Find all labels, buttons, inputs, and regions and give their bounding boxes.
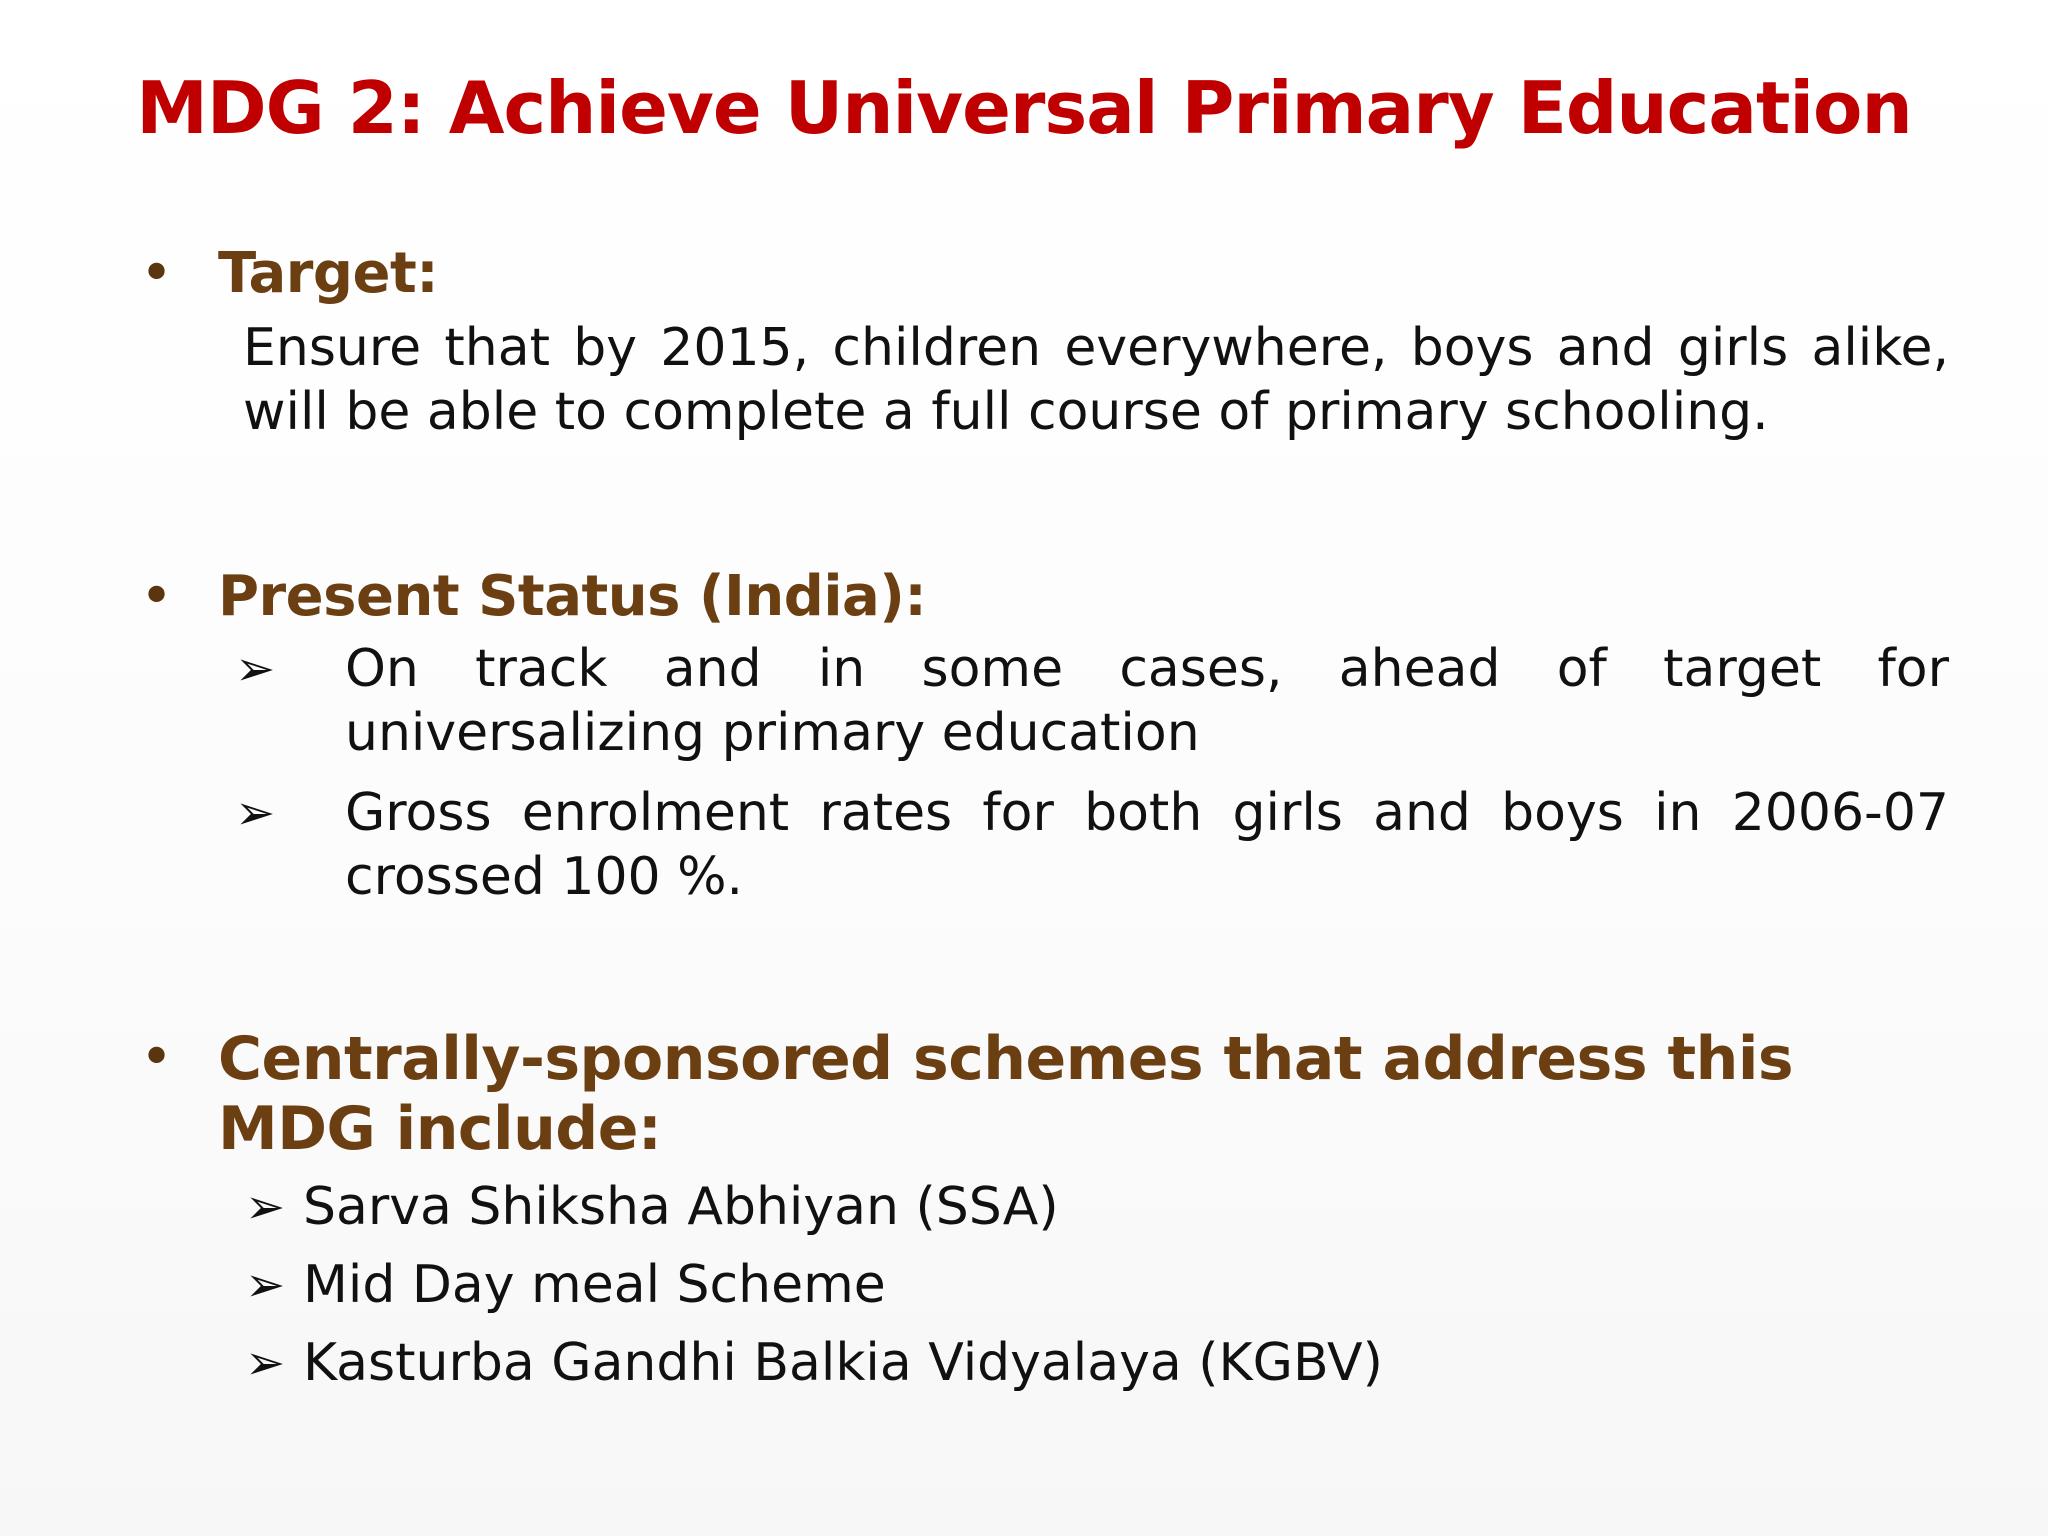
schemes-list	[245, 1168, 1960, 1402]
arrow-bullet-icon: ➢	[245, 1179, 286, 1235]
scheme-item-text: Mid Day meal Scheme	[303, 1255, 886, 1315]
target-heading: Target:	[218, 241, 439, 306]
status-item-text: On track and in some cases, ahead of target for universalizing primary education	[345, 639, 1949, 763]
status-bullet	[140, 563, 1960, 631]
scheme-item	[245, 1324, 1960, 1402]
scheme-item-text: Kasturba Gandhi Balkia Vidyalaya (KGBV)	[303, 1333, 1383, 1393]
scheme-item	[245, 1168, 1960, 1246]
arrow-bullet-icon: ➢	[235, 641, 276, 697]
slide-title: MDG 2: Achieve Universal Primary Education	[136, 66, 1912, 150]
target-text: Ensure that by 2015, children everywhere, boys and girls alike, will be able to complete a full course of primary schooling.	[243, 318, 1949, 442]
status-item	[235, 781, 1949, 909]
target-bullet	[140, 240, 1960, 308]
schemes-section	[140, 1024, 1960, 1402]
scheme-item	[245, 1246, 1960, 1324]
schemes-bullet	[140, 1024, 1960, 1164]
arrow-bullet-icon: ➢	[245, 1257, 286, 1313]
status-item	[235, 637, 1949, 765]
arrow-bullet-icon: ➢	[235, 785, 276, 841]
status-list	[235, 637, 1949, 909]
bullet-dot-icon: •	[140, 564, 174, 629]
arrow-bullet-icon: ➢	[245, 1335, 286, 1391]
bullet-dot-icon: •	[140, 1025, 174, 1090]
schemes-heading: Centrally-sponsored schemes that address this MDG include:	[218, 1024, 1794, 1164]
target-section	[140, 240, 1960, 444]
scheme-item-text: Sarva Shiksha Abhiyan (SSA)	[303, 1177, 1059, 1237]
status-item-text: Gross enrolment rates for both girls and boys in 2006-07 crossed 100 %.	[345, 783, 1949, 907]
bullet-dot-icon: •	[140, 241, 174, 306]
status-heading: Present Status (India):	[218, 564, 927, 629]
status-section	[140, 563, 1960, 925]
